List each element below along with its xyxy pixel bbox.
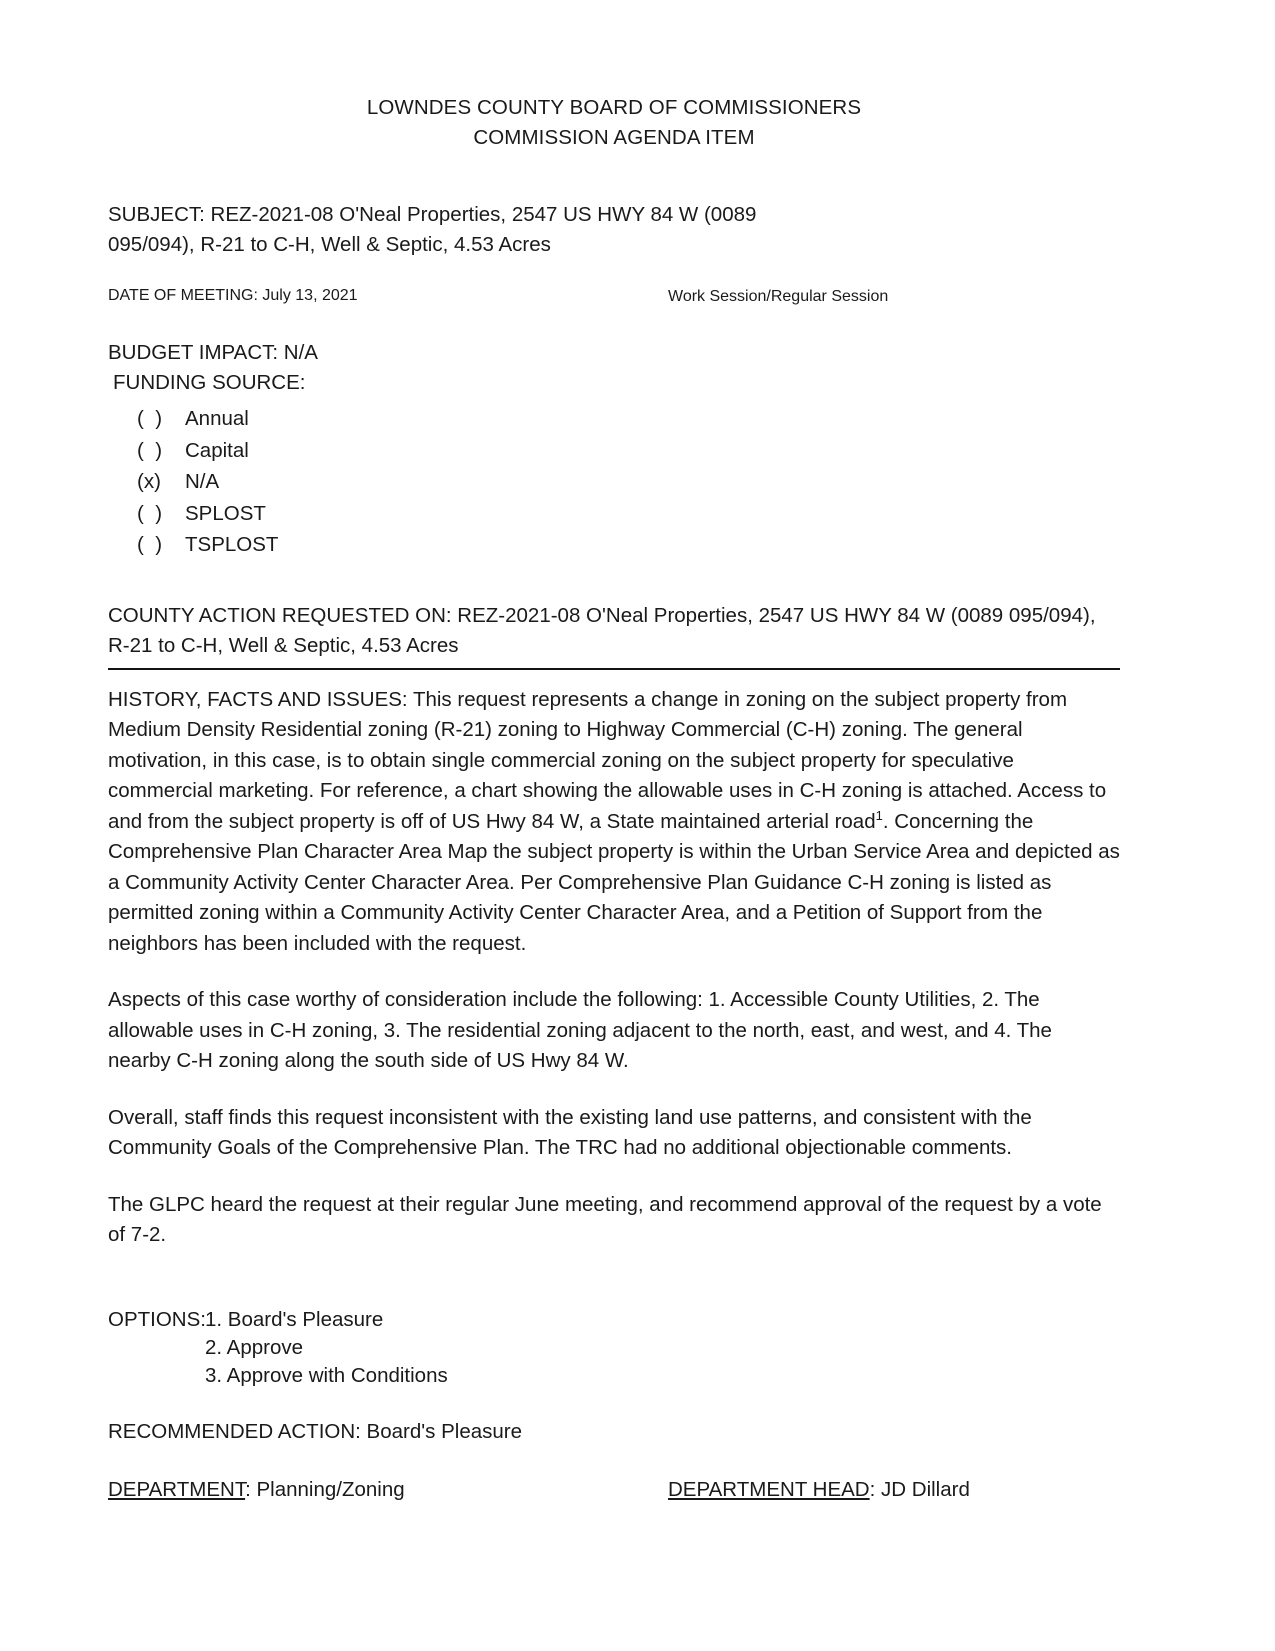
funding-option-annual[interactable] bbox=[137, 403, 1120, 435]
options-label: OPTIONS: bbox=[108, 1307, 206, 1331]
meeting-row bbox=[108, 287, 1120, 306]
history-paragraph-4: The GLPC heard the request at their regular June meeting, and recommend approval of the request by a vote of 7-2. bbox=[108, 1192, 1102, 1246]
recommended-action: RECOMMENDED ACTION: Board's Pleasure bbox=[108, 1419, 523, 1443]
department-label: DEPARTMENT bbox=[108, 1477, 246, 1501]
funding-option-na[interactable] bbox=[137, 466, 1120, 498]
options-row bbox=[108, 1306, 1120, 1390]
section-divider bbox=[108, 668, 1120, 670]
budget-block bbox=[108, 338, 1120, 561]
header-line-agenda-item: COMMISSION AGENDA ITEM bbox=[473, 126, 755, 149]
history-paragraph-2: Aspects of this case worthy of consideration include the following: 1. Accessible County Utilities, 2. The allowable uses in C-H zoning, 3. The residential zoning adjacent to the north, east, and west, and 4. The nearby C-H zoning along the south side of US Hwy 84 W. bbox=[108, 988, 1052, 1072]
footnote-marker-1: 1 bbox=[875, 807, 883, 823]
budget-impact: BUDGET IMPACT: N/A bbox=[108, 341, 318, 364]
department-field bbox=[108, 1476, 668, 1504]
funding-option-splost[interactable] bbox=[137, 498, 1120, 530]
subject-block bbox=[108, 200, 1120, 260]
department-head-value: : JD Dillard bbox=[869, 1477, 970, 1501]
funding-checkbox-na[interactable]: (x) bbox=[137, 470, 161, 493]
session-note: Work Session/Regular Session bbox=[668, 288, 889, 305]
funding-label-tsplost: TSPLOST bbox=[185, 533, 279, 556]
date-of-meeting: DATE OF MEETING: July 13, 2021 bbox=[108, 287, 358, 304]
history-p1-part1: HISTORY, FACTS AND ISSUES: This request represents a change in zoning on the subject property from Medium Density Residential zoning (R-21) zoning to Highway Commercial (C-H) zoning. The general motivation, in this case, is to obtain single commercial zoning on the subject property for speculative commercial marketing. For reference, a chart showing the allowable uses in C-H zoning is attached. Access to and from the subject property is off of US Hwy 84 W, a State maintained arterial road bbox=[108, 687, 1107, 833]
option-item-2[interactable]: 2. Approve bbox=[205, 1335, 304, 1359]
department-value: : Planning/Zoning bbox=[245, 1477, 405, 1501]
department-head-label: DEPARTMENT HEAD bbox=[668, 1477, 870, 1501]
funding-checkbox-annual[interactable]: ( ) bbox=[137, 407, 163, 430]
subject-line-2: 095/094), R-21 to C-H, Well & Septic, 4.53 Acres bbox=[108, 233, 551, 256]
history-paragraph-3: Overall, staff finds this request inconsistent with the existing land use patterns, and consistent with the Community Goals of the Comprehensive Plan. The TRC had no additional objectionable comments. bbox=[108, 1105, 1032, 1159]
history-facts-issues bbox=[108, 685, 1120, 1251]
history-paragraph-1 bbox=[108, 685, 1120, 960]
funding-checkbox-capital[interactable]: ( ) bbox=[137, 438, 163, 462]
department-row bbox=[108, 1476, 1120, 1504]
document-content bbox=[108, 0, 1120, 1504]
funding-option-tsplost[interactable] bbox=[137, 529, 1120, 561]
county-action-requested: COUNTY ACTION REQUESTED ON: REZ-2021-08 O'Neal Properties, 2547 US HWY 84 W (0089 095/094), R-21 to C-H, Well & Septic, 4.53 Acres bbox=[108, 603, 1096, 657]
department-head-field bbox=[668, 1476, 1120, 1504]
funding-source-options bbox=[108, 403, 1120, 561]
funding-checkbox-splost[interactable]: ( ) bbox=[137, 501, 163, 525]
funding-label-annual: Annual bbox=[185, 407, 249, 430]
option-item-3[interactable]: 3. Approve with Conditions bbox=[205, 1363, 448, 1387]
funding-label-splost: SPLOST bbox=[185, 501, 266, 525]
funding-label-capital: Capital bbox=[185, 438, 249, 462]
funding-source-label: FUNDING SOURCE: bbox=[113, 371, 306, 394]
history-p1-part2: . Concerning the Comprehensive Plan Character Area Map the subject property is within the Urban Service Area and depicted as a Community Activity Center Character Area. Per Comprehensive Plan Guidance C-H zoning is listed as permitted zoning within a Community Activity Center Character Area, and a Petition of Support from the neighbors has been included with the request. bbox=[108, 809, 1120, 955]
subject-line-1: SUBJECT: REZ-2021-08 O'Neal Properties, 2547 US HWY 84 W (0089 bbox=[108, 203, 757, 226]
header-line-board: LOWNDES COUNTY BOARD OF COMMISSIONERS bbox=[366, 96, 862, 119]
funding-label-na: N/A bbox=[185, 470, 220, 493]
option-item-1[interactable]: 1. Board's Pleasure bbox=[205, 1307, 384, 1331]
options-block bbox=[108, 1306, 1120, 1390]
funding-checkbox-tsplost[interactable]: ( ) bbox=[137, 533, 163, 556]
document-header bbox=[108, 93, 1120, 153]
funding-option-capital[interactable] bbox=[137, 435, 1120, 467]
options-list bbox=[205, 1306, 448, 1390]
